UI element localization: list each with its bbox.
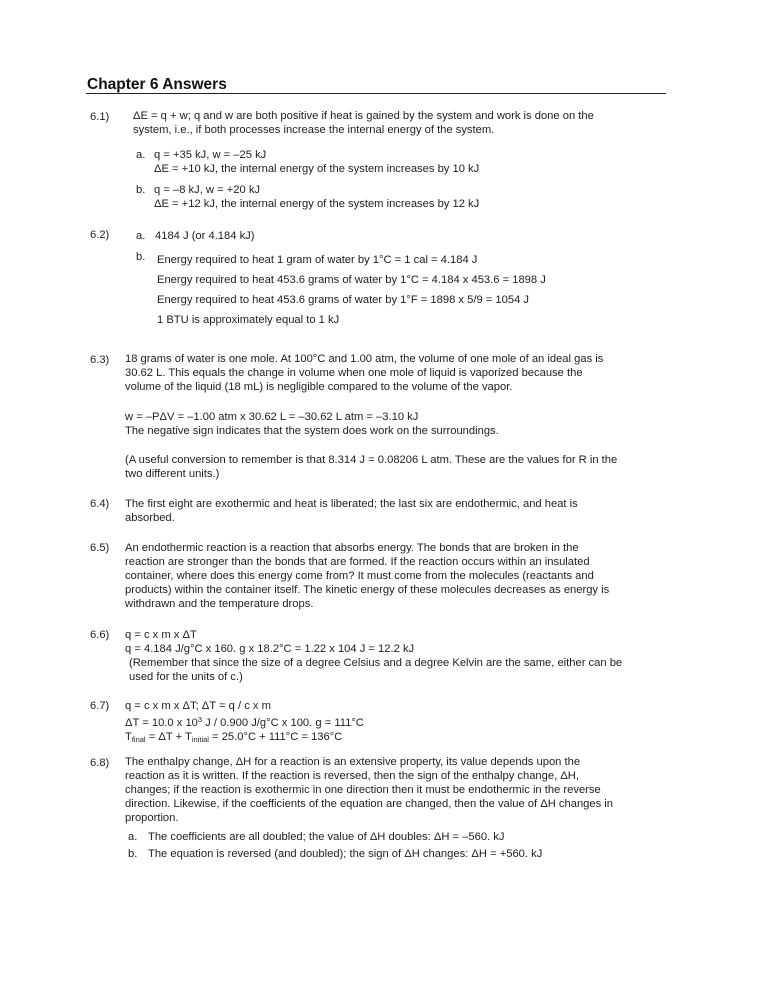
page-title: Chapter 6 Answers	[87, 76, 227, 93]
text-span: = 25.0°C + 111°C = 136°C	[208, 731, 343, 743]
text-line: direction. Likewise, if the coefficients of the equation are changed, then the value of ΔH changes in	[125, 798, 614, 810]
answer-6-4	[125, 497, 578, 525]
text-line: 1 BTU is approximately equal to 1 kJ	[157, 314, 340, 326]
answer-number-6-3: 6.3)	[90, 354, 110, 366]
text-line: The enthalpy change, ΔH for a reaction is an extensive property, its value depends upon the	[125, 756, 581, 768]
text-line: products) within the container itself. The kinetic energy of these molecules decreases as energy is	[125, 584, 610, 596]
answer-6-2-a: 4184 J (or 4.184 kJ)	[155, 230, 255, 242]
answer-number-6-8: 6.8)	[90, 757, 110, 769]
answer-number-6-6: 6.6)	[90, 629, 110, 641]
text-line: q = c x m x ΔT; ΔT = q / c x m	[125, 700, 271, 712]
text-line: Energy required to heat 1 gram of water by 1°C = 1 cal = 4.184 J	[157, 254, 478, 266]
answer-6-1-intro	[133, 109, 594, 137]
superscript: 3	[197, 715, 203, 724]
answer-6-8-b: The equation is reversed (and doubled); the sign of ΔH changes: ΔH = +560. kJ	[148, 848, 543, 860]
answer-number-6-2: 6.2)	[90, 229, 110, 241]
text-line: w = –PΔV = –1.00 atm x 30.62 L = –30.62 L atm = –3.10 kJ	[125, 411, 419, 423]
answer-6-2-b-label: b.	[136, 251, 146, 263]
text-line: system, i.e., if both processes increase the internal energy of the system.	[133, 124, 495, 136]
text-line: q = –8 kJ, w = +20 kJ	[154, 184, 261, 196]
text-line: absorbed.	[125, 512, 175, 524]
text-span: = ΔT + T	[145, 731, 192, 743]
text-line: proportion.	[125, 812, 179, 824]
text-line: ΔE = +10 kJ, the internal energy of the system increases by 10 kJ	[154, 163, 480, 175]
answer-6-3-para3	[125, 453, 617, 481]
text-line: two different units.)	[125, 468, 220, 480]
answer-number-6-1: 6.1)	[90, 111, 110, 123]
text-line	[125, 730, 364, 747]
title-rule	[86, 93, 666, 94]
answer-number-6-4: 6.4)	[90, 498, 110, 510]
answer-6-8-a-label: a.	[128, 831, 138, 843]
answer-6-1-b-label: b.	[136, 184, 146, 196]
text-line: The negative sign indicates that the system does work on the surroundings.	[125, 425, 499, 437]
text-line: volume of the liquid (18 mL) is negligible compared to the volume of the vapor.	[125, 381, 513, 393]
answer-6-1-a-label: a.	[136, 149, 146, 161]
text-line: used for the units of c.)	[129, 671, 243, 683]
text-line: reaction are stronger than the bonds that are formed. If the reaction occurs within an insulated	[125, 556, 590, 568]
text-span: ΔT = 10.0 x 10	[125, 717, 198, 729]
answer-6-3-para2	[125, 410, 499, 438]
answer-6-1-b	[154, 183, 479, 211]
text-line: 18 grams of water is one mole. At 100°C and 1.00 atm, the volume of one mole of an ideal gas is	[125, 353, 604, 365]
answer-6-8	[125, 755, 613, 825]
text-line: changes; if the reaction is exothermic in one direction then it must be endothermic in the reverse	[125, 784, 601, 796]
text-line: The first eight are exothermic and heat is liberated; the last six are endothermic, and heat is	[125, 498, 578, 510]
answer-6-2-a-label: a.	[136, 230, 146, 242]
answer-6-6	[125, 628, 622, 684]
text-line: container, where does this energy come from? It must come from the molecules (reactants and	[125, 570, 594, 582]
answer-6-8-b-label: b.	[128, 848, 138, 860]
text-line: withdrawn and the temperature drops.	[125, 598, 314, 610]
answer-number-6-7: 6.7)	[90, 700, 110, 712]
answer-number-6-5: 6.5)	[90, 542, 110, 554]
subscript: final	[131, 735, 146, 744]
text-line: ΔE = +12 kJ, the internal energy of the system increases by 12 kJ	[154, 198, 480, 210]
text-span: T	[125, 731, 132, 743]
text-line: Energy required to heat 453.6 grams of water by 1°F = 1898 x 5/9 = 1054 J	[157, 294, 530, 306]
text-line	[125, 713, 364, 730]
text-line: (A useful conversion to remember is that 8.314 J = 0.08206 L atm. These are the values for R in the	[125, 454, 618, 466]
answer-6-2-b	[157, 250, 546, 330]
text-line: q = 4.184 J/g°C x 160. g x 18.2°C = 1.22 x 104 J = 12.2 kJ	[125, 643, 415, 655]
text-line: q = c x m x ΔT	[125, 629, 197, 641]
answer-6-5	[125, 541, 609, 611]
text-line: 30.62 L. This equals the change in volume when one mole of liquid is vaporized because the	[125, 367, 583, 379]
text-line: reaction as it is written. If the reaction is reversed, then the sign of the enthalpy change, ΔH,	[125, 770, 579, 782]
text-line: ΔE = q + w; q and w are both positive if heat is gained by the system and work is done on the	[133, 110, 594, 122]
answer-6-1-a	[154, 148, 479, 176]
text-span: J / 0.900 J/g°C x 100. g = 111°C	[202, 717, 364, 729]
answer-6-7	[125, 699, 364, 747]
text-line: (Remember that since the size of a degree Celsius and a degree Kelvin are the same, either can be	[129, 657, 623, 669]
text-line: An endothermic reaction is a reaction that absorbs energy. The bonds that are broken in the	[125, 542, 579, 554]
answer-6-3-para1	[125, 352, 603, 394]
answer-6-8-a: The coefficients are all doubled; the value of ΔH doubles: ΔH = –560. kJ	[148, 831, 505, 843]
text-line: Energy required to heat 453.6 grams of water by 1°C = 4.184 x 453.6 = 1898 J	[157, 274, 546, 286]
text-line: q = +35 kJ, w = –25 kJ	[154, 149, 267, 161]
subscript: initial	[191, 735, 209, 744]
